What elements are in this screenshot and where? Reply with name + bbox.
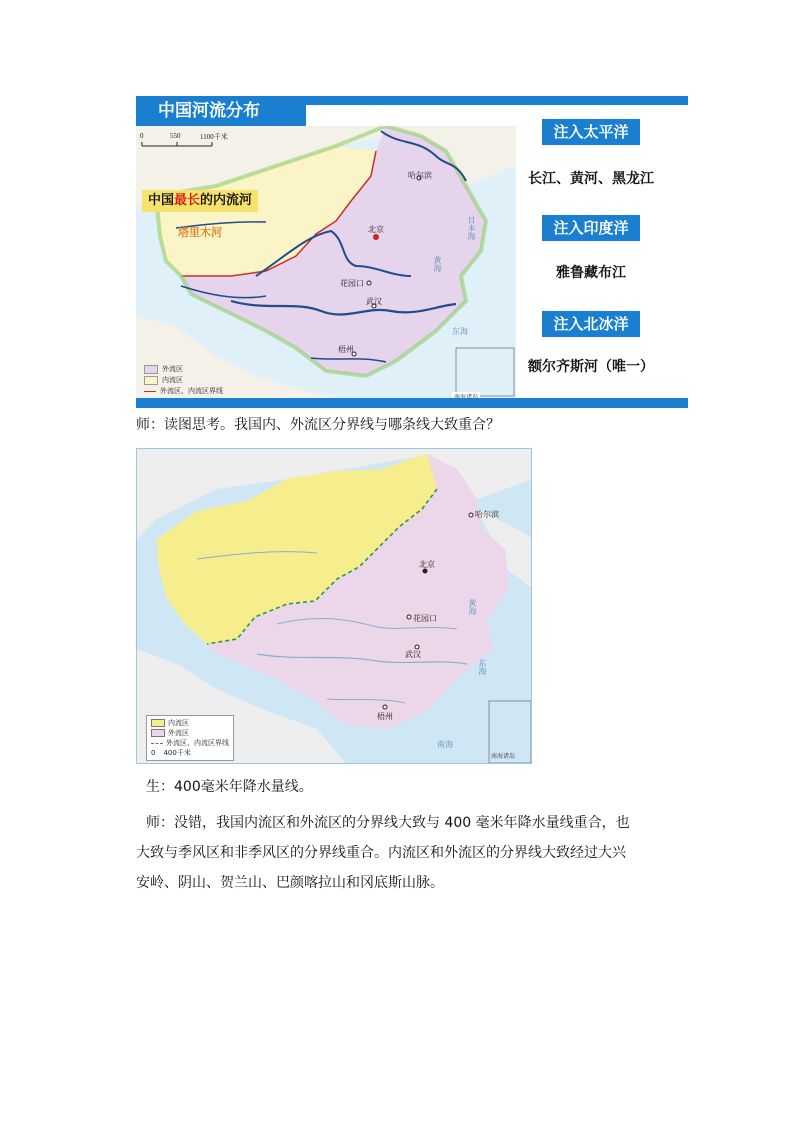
map2-city-beijing: 北京 [419, 560, 435, 569]
legend-inner-swatch [144, 376, 158, 385]
sea-yellow: 黄海 [433, 256, 442, 272]
map2-huayuankou-marker [407, 615, 411, 619]
map2-wuzhou-marker [383, 705, 387, 709]
tarim-river-label: 塔里木河 [178, 226, 222, 239]
map2-scale-zero: 0 [151, 749, 156, 757]
indian-rivers: 雅鲁藏布江 [556, 265, 626, 281]
scale-zero: 0 [140, 132, 144, 140]
map2-city-wuhan: 武汉 [405, 650, 421, 659]
map2-legend [146, 715, 234, 761]
china-river-map [136, 126, 516, 398]
slide-bottom-bar [136, 398, 688, 408]
legend-outer-label: 外流区 [162, 365, 183, 373]
huayuankou-marker [367, 281, 371, 285]
map2-south-sea-islands-label: 南海诸岛 [491, 753, 516, 760]
legend-boundary-label: 外流区、内流区界线 [160, 387, 223, 395]
teacher-answer-line-3: 安岭、阴山、贺兰山、巴颜喀拉山和冈底斯山脉。 [136, 875, 444, 891]
city-harbin: 哈尔滨 [408, 171, 432, 180]
pacific-rivers: 长江、黄河、黑龙江 [528, 171, 654, 187]
city-huayuankou: 花园口 [340, 279, 364, 288]
map2-sea-east: 东海 [478, 659, 487, 675]
sea-east: 东海 [452, 327, 468, 336]
city-beijing: 北京 [368, 225, 384, 234]
student-answer: 生：400毫米年降水量线。 [146, 779, 313, 795]
legend-inner-label: 内流区 [162, 376, 183, 384]
map2-legend-inner-swatch [151, 719, 165, 727]
map2-sea-yellow: 黄海 [468, 599, 477, 615]
city-wuhan: 武汉 [366, 297, 382, 306]
map2-city-harbin: 哈尔滨 [475, 510, 499, 519]
city-wuzhou: 梧州 [338, 345, 354, 354]
map2-city-wuzhou: 梧州 [377, 712, 393, 721]
slide-title: 中国河流分布 [136, 96, 306, 126]
river-distribution-slide [136, 96, 688, 408]
map2-legend-inner: 内流区 [168, 719, 189, 727]
scale-end: 1100千米 [200, 133, 228, 141]
arctic-label: 注入北冰洋 [542, 311, 640, 337]
callout-suffix: 的内流河 [200, 193, 253, 208]
longest-inland-river-callout [142, 190, 258, 212]
slide-top-bar [304, 96, 688, 105]
map2-harbin-marker [469, 513, 473, 517]
map2-legend-outer: 外流区 [168, 729, 189, 737]
map2-legend-boundary: 外流区、内流区界线 [166, 739, 229, 747]
teacher-question: 师：读图思考。我国内、外流区分界线与哪条线大致重合？ [136, 417, 500, 433]
legend-outer-swatch [144, 365, 158, 374]
callout-prefix: 中国 [148, 193, 175, 208]
sea-japan: 日本海 [467, 216, 476, 240]
drainage-boundary-map [136, 448, 532, 764]
map2-scale-end: 400千米 [163, 749, 191, 757]
map2-legend-outer-swatch [151, 729, 165, 737]
map2-legend-boundary-swatch [151, 743, 163, 744]
map2-sea-south: 南海 [437, 740, 453, 749]
pacific-label: 注入太平洋 [542, 119, 640, 145]
callout-highlight: 最长 [174, 193, 201, 208]
scale-mid: 550 [170, 132, 181, 140]
arctic-rivers: 额尔齐斯河（唯一） [528, 359, 654, 375]
teacher-answer-line-2: 大致与季风区和非季风区的分界线重合。内流区和外流区的分界线大致经过大兴 [136, 845, 626, 861]
indian-label: 注入印度洋 [542, 215, 640, 241]
slide-map-legend [144, 364, 223, 397]
map2-city-huayuankou: 花园口 [413, 614, 437, 623]
teacher-answer-line-1: 师：没错，我国内流区和外流区的分界线大致与 400 毫米年降水量线重合，也 [146, 815, 630, 831]
legend-boundary-swatch [144, 391, 156, 392]
